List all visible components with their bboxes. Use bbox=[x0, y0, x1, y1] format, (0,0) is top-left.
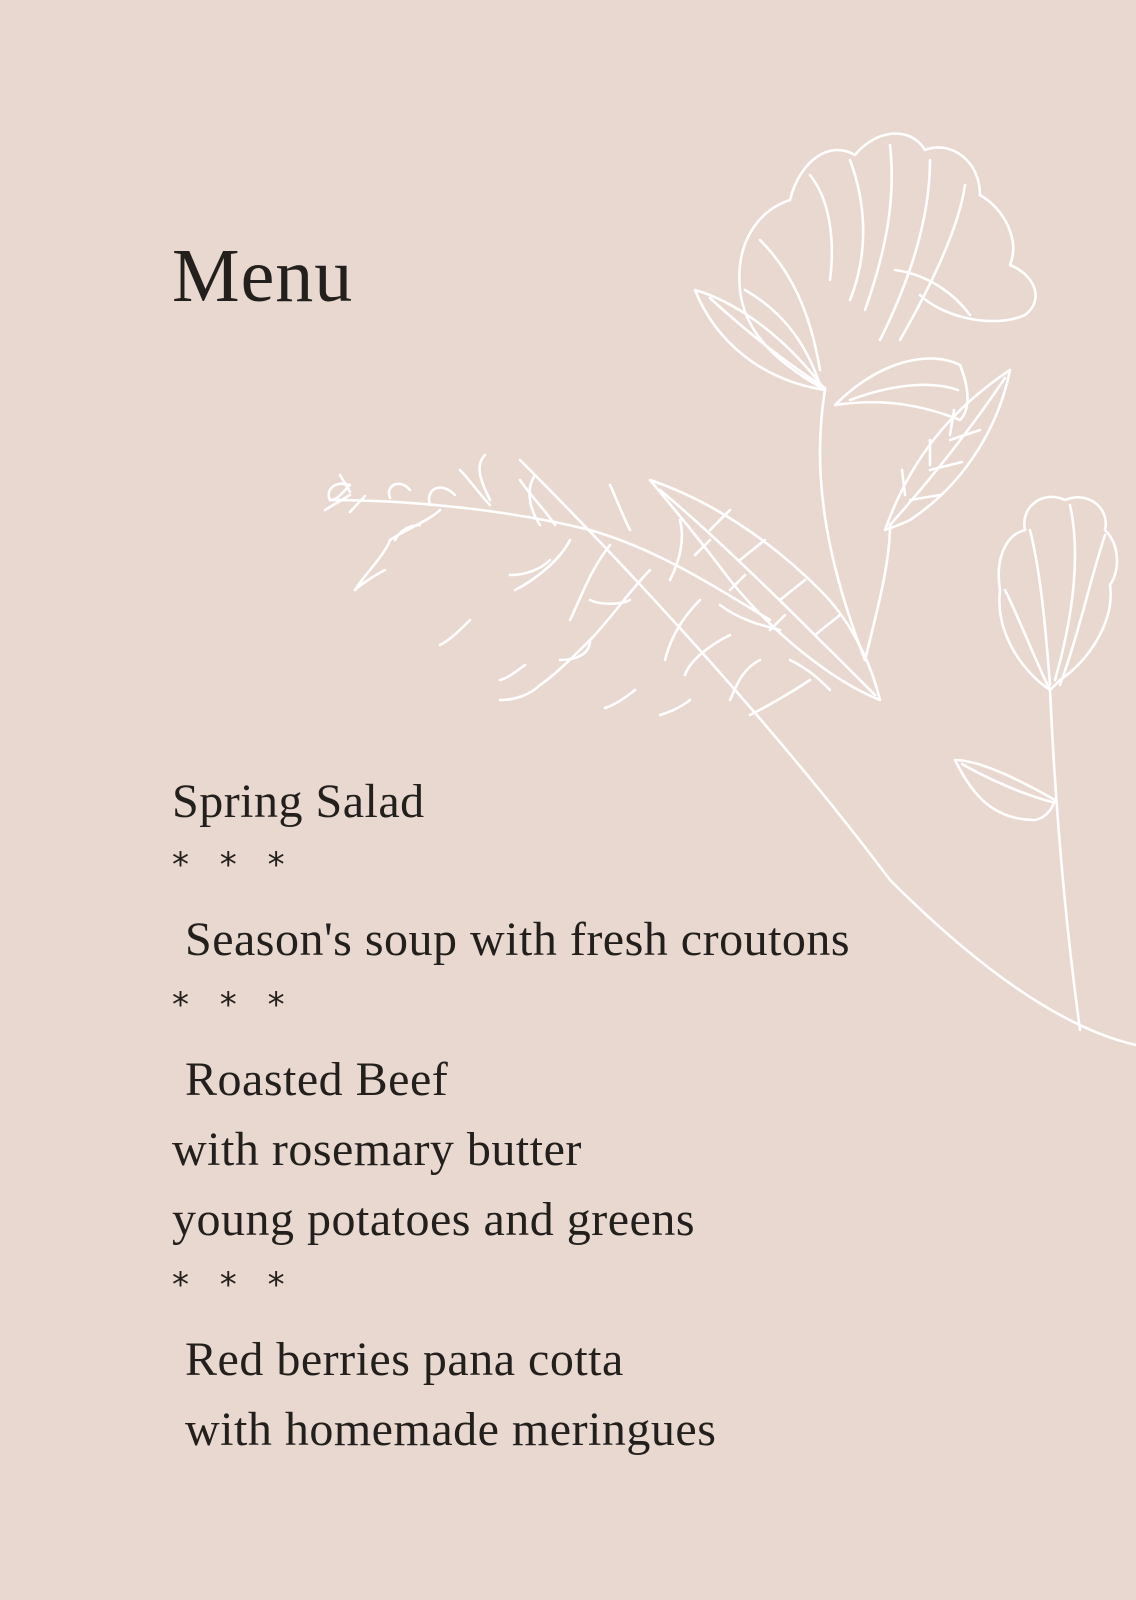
course-separator: * * * bbox=[172, 985, 295, 1025]
course-spring-salad: Spring Salad bbox=[172, 775, 425, 828]
course-separator: * * * bbox=[172, 845, 295, 885]
course-soup: Season's soup with fresh croutons bbox=[185, 913, 851, 966]
course-beef-sides: young potatoes and greens bbox=[172, 1193, 696, 1246]
menu-title: Menu bbox=[172, 234, 354, 318]
course-dessert-title: Red berries pana cotta bbox=[185, 1333, 624, 1386]
course-separator: * * * bbox=[172, 1265, 295, 1305]
course-beef-title: Roasted Beef bbox=[185, 1053, 449, 1106]
course-dessert-detail: with homemade meringues bbox=[185, 1403, 717, 1456]
course-beef-detail: with rosemary butter bbox=[172, 1123, 582, 1176]
